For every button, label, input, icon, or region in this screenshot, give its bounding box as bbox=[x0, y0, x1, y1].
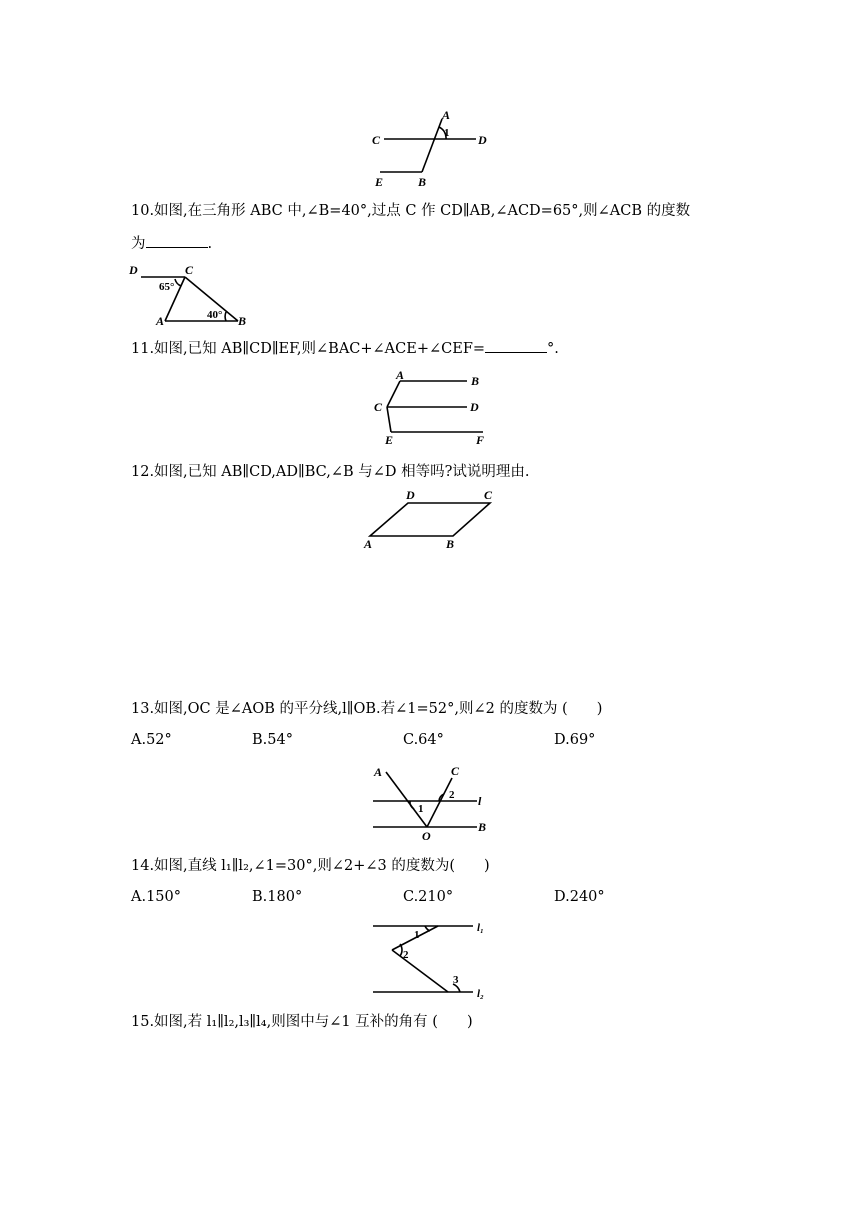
figure-q12 bbox=[360, 486, 505, 554]
angle-1-label: 1 bbox=[418, 803, 424, 815]
option-a[interactable]: A.150° bbox=[131, 889, 182, 905]
figure-q14 bbox=[365, 915, 500, 1005]
label-E: E bbox=[385, 433, 394, 447]
label-C: C bbox=[372, 133, 381, 147]
figure-q13 bbox=[365, 760, 500, 842]
q10-prefix: 为 bbox=[131, 236, 146, 252]
question-10-line2 bbox=[131, 233, 212, 254]
label-C: C bbox=[451, 764, 460, 778]
question-15: 15.如图,若 l₁∥l₂,l₃∥l₄,则图中与∠1 互补的角有 ( ) bbox=[131, 1014, 473, 1030]
angle-2-label: 2 bbox=[403, 949, 409, 961]
label-B: B bbox=[418, 175, 427, 189]
label-O: O bbox=[422, 829, 431, 843]
label-B: B bbox=[471, 374, 480, 388]
question-13: 13.如图,OC 是∠AOB 的平分线,l∥OB.若∠1=52°,则∠2 的度数为 ( ) bbox=[131, 701, 603, 717]
label-B: B bbox=[238, 314, 247, 328]
figure-q10 bbox=[125, 262, 255, 328]
option-c[interactable]: C.210° bbox=[403, 889, 454, 905]
label-C: C bbox=[374, 400, 383, 414]
label-A: A bbox=[156, 314, 165, 328]
label-D: D bbox=[406, 488, 415, 502]
option-c[interactable]: C.64° bbox=[403, 732, 444, 748]
angle-3-label: 3 bbox=[453, 974, 459, 986]
label-D: D bbox=[478, 133, 487, 147]
label-D: D bbox=[129, 263, 138, 277]
label-B: B bbox=[478, 820, 487, 834]
label-F: F bbox=[476, 433, 485, 447]
label-A: A bbox=[396, 368, 405, 382]
option-a[interactable]: A.52° bbox=[131, 732, 172, 748]
question-14: 14.如图,直线 l₁∥l₂,∠1=30°,则∠2+∠3 的度数为( ) bbox=[131, 858, 490, 874]
option-b[interactable]: B.180° bbox=[252, 889, 303, 905]
label-C: C bbox=[185, 263, 194, 277]
question-12: 12.如图,已知 AB∥CD,AD∥BC,∠B 与∠D 相等吗?试说明理由. bbox=[131, 464, 530, 480]
figure-q11 bbox=[365, 368, 500, 448]
label-l2: l₂ bbox=[477, 988, 484, 1000]
option-b[interactable]: B.54° bbox=[252, 732, 293, 748]
label-l: l bbox=[478, 794, 482, 808]
label-E: E bbox=[375, 175, 384, 189]
angle-1-label: 1 bbox=[444, 127, 450, 139]
option-d[interactable]: D.69° bbox=[554, 732, 596, 748]
label-A: A bbox=[364, 537, 373, 551]
angle-2-label: 2 bbox=[449, 789, 455, 801]
label-C: C bbox=[484, 488, 493, 502]
answer-blank[interactable] bbox=[146, 233, 208, 248]
label-l1: l₁ bbox=[477, 922, 484, 934]
answer-blank[interactable] bbox=[485, 338, 547, 353]
figure-q9 bbox=[360, 105, 500, 195]
label-B: B bbox=[446, 537, 455, 551]
label-A: A bbox=[374, 765, 383, 779]
label-A: A bbox=[442, 108, 451, 122]
q11-prefix: 11.如图,已知 AB∥CD∥EF,则∠BAC+∠ACE+∠CEF= bbox=[131, 341, 486, 357]
angle-40-label: 40° bbox=[207, 309, 223, 321]
option-d[interactable]: D.240° bbox=[554, 889, 605, 905]
q11-suffix: °. bbox=[547, 341, 559, 357]
question-11 bbox=[131, 338, 559, 359]
label-D: D bbox=[470, 400, 479, 414]
question-10-line1: 10.如图,在三角形 ABC 中,∠B=40°,过点 C 作 CD∥AB,∠ACD=65°,则∠ACB 的度数 bbox=[131, 203, 691, 219]
q10-suffix: . bbox=[207, 236, 213, 252]
angle-65-label: 65° bbox=[159, 281, 175, 293]
angle-1-label: 1 bbox=[414, 929, 420, 941]
